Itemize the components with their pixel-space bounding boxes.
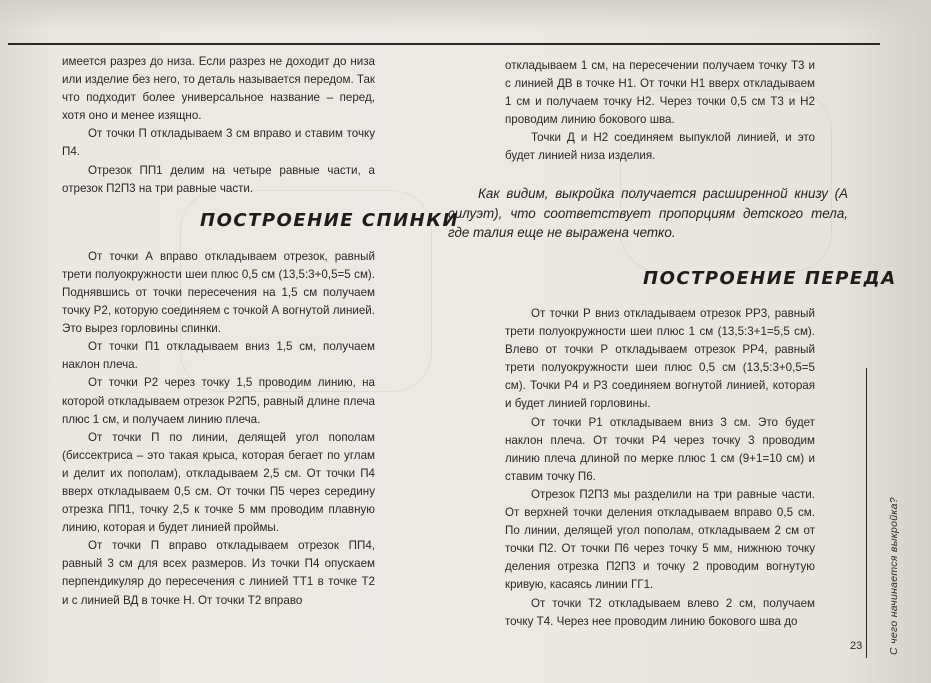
heading-back-construction: ПОСТРОЕНИЕ СПИНКИ (200, 210, 460, 231)
paragraph: От точки Т2 откладываем влево 2 см, получаем точку Т4. Через нее проводим линию бокового шва до (505, 596, 815, 628)
paragraph: От точки Р1 откладываем вниз 3 см. Это будет наклон плеча. От точки Р4 через точку 3 проводим линию плеча длиной по мерке плюс 1 см (9+1=10 см) и ставим точку П6. (505, 415, 815, 483)
paragraph: имеется разрез до низа. Если разрез не доходит до низа или изделие без него, то деталь называется передом. Так что подходит более универсальное название – перед, хотя оно и менее изящно. (62, 55, 375, 123)
paragraph: От точки А вправо откладываем отрезок, равный трети полуокружности шеи плюс 0,5 см (13,5:3+0,5=5 см). Поднявшись от точки пересечения на 1,5 см получаем точку Р2, которую соединяем с точкой А вогнутой линией. Это вырез горловины спинки. (62, 249, 375, 336)
heading-front-construction: ПОСТРОЕНИЕ ПЕРЕДА (643, 268, 897, 289)
summary-paragraph: Как видим, выкройка получается расширенной книзу (А силуэт), что соответствует пропорциям детского тела, где талия еще не выражена четко. (448, 186, 848, 240)
top-shadow (0, 0, 931, 30)
top-rule (8, 43, 880, 45)
running-header-vertical: С чего начинается выкройка? (888, 497, 900, 655)
paragraph: От точки П1 откладываем вниз 1,5 см, получаем наклон плеча. (62, 340, 375, 372)
paragraph: От точки Р2 через точку 1,5 проводим линию, на которой откладываем отрезок Р2П5, равный длине плеча плюс 1 см, и получаем линию плеча. (62, 376, 375, 426)
paragraph: Точки Д и Н2 соединяем выпуклой линией, и это будет линией низа изделия. (505, 131, 815, 163)
paragraph: От точки П вправо откладываем отрезок ПП4, равный 3 см для всех размеров. Из точки П4 опускаем перпендикуляр до пересечения с линией ТТ1 в точке Т2 и с линией ВД в точке Н. От точки Т2 вправо (62, 539, 375, 607)
left-column (62, 53, 375, 610)
paragraph: Отрезок ПП1 делим на четыре равные части, а отрезок П2П3 на три равные части. (62, 163, 375, 195)
paragraph: Отрезок П2П3 мы разделили на три равные части. От верхней точки деления откладываем вправо 0,5 см. По линии, делящей угол пополам, откладываем 2 см от точки П2. От точки П6 через точку 5 мм, нижнюю точку деления отрезка П2П3 и точку 2 проводим вогнутую кривую, касаясь линии ГГ1. (505, 487, 815, 592)
paragraph: откладываем 1 см, на пересечении получаем точку Т3 и с линией ДВ в точке Н1. От точки Н1 вверх откладываем 1 см и получаем точку Н2. Через точки 0,5 см Т3 и Н2 проводим линию бокового шва. (505, 59, 815, 127)
side-rule (866, 368, 867, 658)
paragraph: От точки П по линии, делящей угол пополам (биссектриса – это такая крыса, которая бегает по углам и делит их пополам), откладываем 2,5 см. От точки П4 вверх откладываем 0,5 см. От точки П5 через середину отрезка ПП1, точку 2,5 к точке 5 мм проводим плавную линию, которая и будет линией проймы. (62, 430, 375, 535)
right-column-top (505, 57, 815, 166)
right-column-bottom (505, 305, 815, 631)
page-number: 23 (850, 640, 863, 652)
paragraph: От точки Р вниз откладываем отрезок РР3, равный трети полуокружности шеи плюс 1 см (13,5:3+1=5,5 см). Влево от точки Р откладываем отрезок РР4, равный трети полуокружности шеи плюс 0,5 см (13,5:3+0,5=5 см). Точки Р4 и Р3 соединяем вогнутой линией, которая и будет линией горловины. (505, 307, 815, 411)
paragraph: От точки П откладываем 3 см вправо и ставим точку П4. (62, 127, 375, 159)
